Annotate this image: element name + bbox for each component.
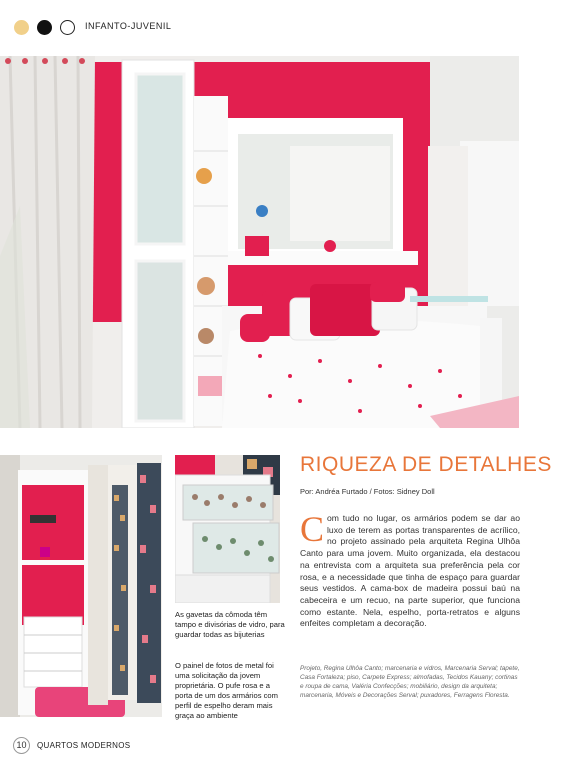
- main-bedroom-photo: [0, 56, 519, 428]
- section-label: INFANTO-JUVENIL: [85, 21, 172, 31]
- article-body-text: om tudo no lugar, os armários podem se dar ao luxo de terem as portas transparentes de acrílico, no projeto assinado pela arquiteta Regina Ulhôa Canto para uma jovem. Muito organizada, ela destacou na entrevista com a arquiteta sua preferência pela cor rosa, e a necessidade que tinha de espaço para guardar seus vestidos. A cama-box de madeira possui baú na cabeceira e um recuo, na parte superior, que funciona como estante. Nela, espelho, porta-retratos e alguns enfeites completam a decoração.: [300, 513, 520, 629]
- drop-cap: C: [300, 509, 325, 549]
- article-title: RIQUEZA DE DETALHES: [300, 453, 552, 476]
- drawers-caption: As gavetas da cômoda têm tampo e divisórias de vidro, para guardar todas as bijuterias: [175, 610, 285, 639]
- color-dot-black: [37, 20, 52, 35]
- panel-caption: O painel de fotos de metal foi uma solicitação da jovem proprietária. O pufe rosa e a porta de um dos armários com perfil de espelho deram mais graça ao ambiente: [175, 661, 278, 720]
- article-byline: Por: Andréa Furtado / Fotos: Sidney Doll: [300, 487, 435, 496]
- drawers-photo: [175, 455, 280, 603]
- color-dot-white: [60, 20, 75, 35]
- wardrobe-photo-panel: [0, 455, 162, 717]
- project-credits: Projeto, Regina Ulhôa Canto; marcenaria e vidros, Marcenaria Serval; tapete, Casa Fortaleza; piso, Carpete Express; almofadas, Tecidos Kauany; cortinas e roupa de cama, Valéria Confecções; mobiliário, design da arquiteta; marcenaria, Móveis e Decorações Serval; puxadores, Ferragens Floresta.: [300, 665, 520, 699]
- page-number: 10: [13, 737, 30, 754]
- magazine-name: QUARTOS MODERNOS: [37, 741, 131, 750]
- article-body: [300, 509, 520, 630]
- color-dot-beige: [14, 20, 29, 35]
